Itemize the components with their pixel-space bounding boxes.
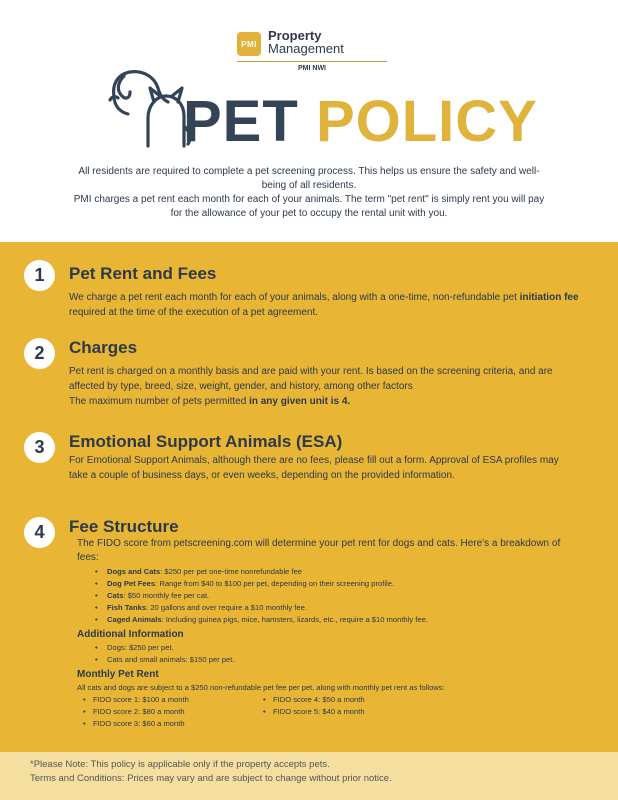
dog-cat-outline-icon: [108, 66, 194, 148]
body-text: Pet rent is charged on a monthly basis and are paid with your rent. Is based on the screening criteria, and are affected by type, breed, size, weight, gender, and history, among other factors: [69, 366, 553, 392]
additional-info-list: [77, 642, 582, 666]
logo-subtitle: PMI NWI: [298, 65, 326, 72]
body-text: We charge a pet rent each month for each of your animals, along with a one-time, non-refundable pet: [69, 292, 520, 303]
body-bold: in any given unit is 4.: [249, 396, 351, 407]
list-item: • Dog Pet Fees: Range from $40 to $100 per pet, depending on their screening profile.: [77, 578, 582, 590]
logo-badge-icon: PMI: [237, 32, 261, 56]
section-number: 2: [24, 338, 55, 369]
monthly-rent-intro: All cats and dogs are subject to a $250 non-refundable pet fee per pet, along with monthly pet rent as follows:: [77, 683, 445, 692]
policy-panel: [0, 242, 618, 752]
list-item: • Fish Tanks: 20 gallons and over require a $10 monthly fee.: [77, 602, 582, 614]
section-number: 3: [24, 432, 55, 463]
title-pet: PET: [183, 89, 299, 154]
logo-line2: Management: [268, 41, 344, 56]
section-body: [69, 290, 579, 320]
fido-col-2: [257, 694, 437, 730]
fee-intro: The FIDO score from petscreening.com will determine your pet rent for dogs and cats. Here's a breakdown of fees:: [77, 538, 561, 563]
section-title: Fee Structure: [69, 517, 179, 536]
list-item: • FIDO score 4: $50 a month: [257, 694, 437, 706]
monthly-rent-heading: Monthly Pet Rent: [77, 669, 159, 680]
footer-terms: Terms and Conditions: Prices may vary and are subject to change without prior notice.: [30, 773, 392, 784]
list-item: • Cats and small animals: $150 per pet.: [77, 654, 582, 666]
intro-line2: PMI charges a pet rent each month for each of your animals. The term "pet rent" is simply rent you will pay for the allowance of your pet to occupy the rental unit with you.: [73, 194, 545, 219]
logo-divider: [237, 61, 387, 62]
fido-score-columns: [77, 694, 582, 730]
section-number: 1: [24, 260, 55, 291]
fee-structure-body: [77, 537, 582, 730]
page-title: [183, 88, 538, 155]
section-body: For Emotional Support Animals, although there are no fees, please fill out a form. Approval of ESA profiles may take a couple of business days, or even weeks, depending on the provided information.: [69, 455, 559, 481]
body-bold: initiation fee: [519, 292, 579, 303]
body-text: The maximum number of pets permitted: [69, 396, 250, 407]
list-item: • Cats: $50 monthly fee per cat.: [77, 590, 582, 602]
fido-col-1: [77, 694, 257, 730]
intro-line1: All residents are required to complete a pet screening process. This helps us ensure the safety and well-being of all residents.: [78, 166, 540, 191]
section-title: Pet Rent and Fees: [69, 264, 217, 283]
footer: [0, 752, 618, 800]
list-item: • Dogs: $250 per pet.: [77, 642, 582, 654]
list-item: • FIDO score 5: $40 a month: [257, 706, 437, 718]
fee-list: [77, 566, 582, 626]
logo-line1: Property: [268, 28, 322, 43]
title-policy: POLICY: [315, 89, 538, 154]
section-number: 4: [24, 517, 55, 548]
list-item: • Dogs and Cats: $250 per pet one-time nonrefundable fee: [77, 566, 582, 578]
section-title: Charges: [69, 338, 138, 357]
body-text: required at the time of the execution of a pet agreement.: [69, 307, 319, 318]
intro-text: [70, 165, 548, 221]
list-item: • FIDO score 3: $60 a month: [77, 718, 257, 730]
additional-info-heading: Additional Information: [77, 629, 184, 640]
list-item: • FIDO score 1: $100 a month: [77, 694, 257, 706]
section-body: [69, 364, 579, 409]
list-item: • FIDO score 2: $80 a month: [77, 706, 257, 718]
section-title: Emotional Support Animals (ESA): [69, 432, 343, 451]
list-item: • Caged Animals: Including guinea pigs, mice, hamsters, lizards, etc., require a $10 monthly fee.: [77, 614, 582, 626]
company-logo: [237, 28, 387, 78]
header: [0, 0, 618, 242]
footer-note: *Please Note: This policy is applicable only if the property accepts pets.: [30, 759, 330, 770]
